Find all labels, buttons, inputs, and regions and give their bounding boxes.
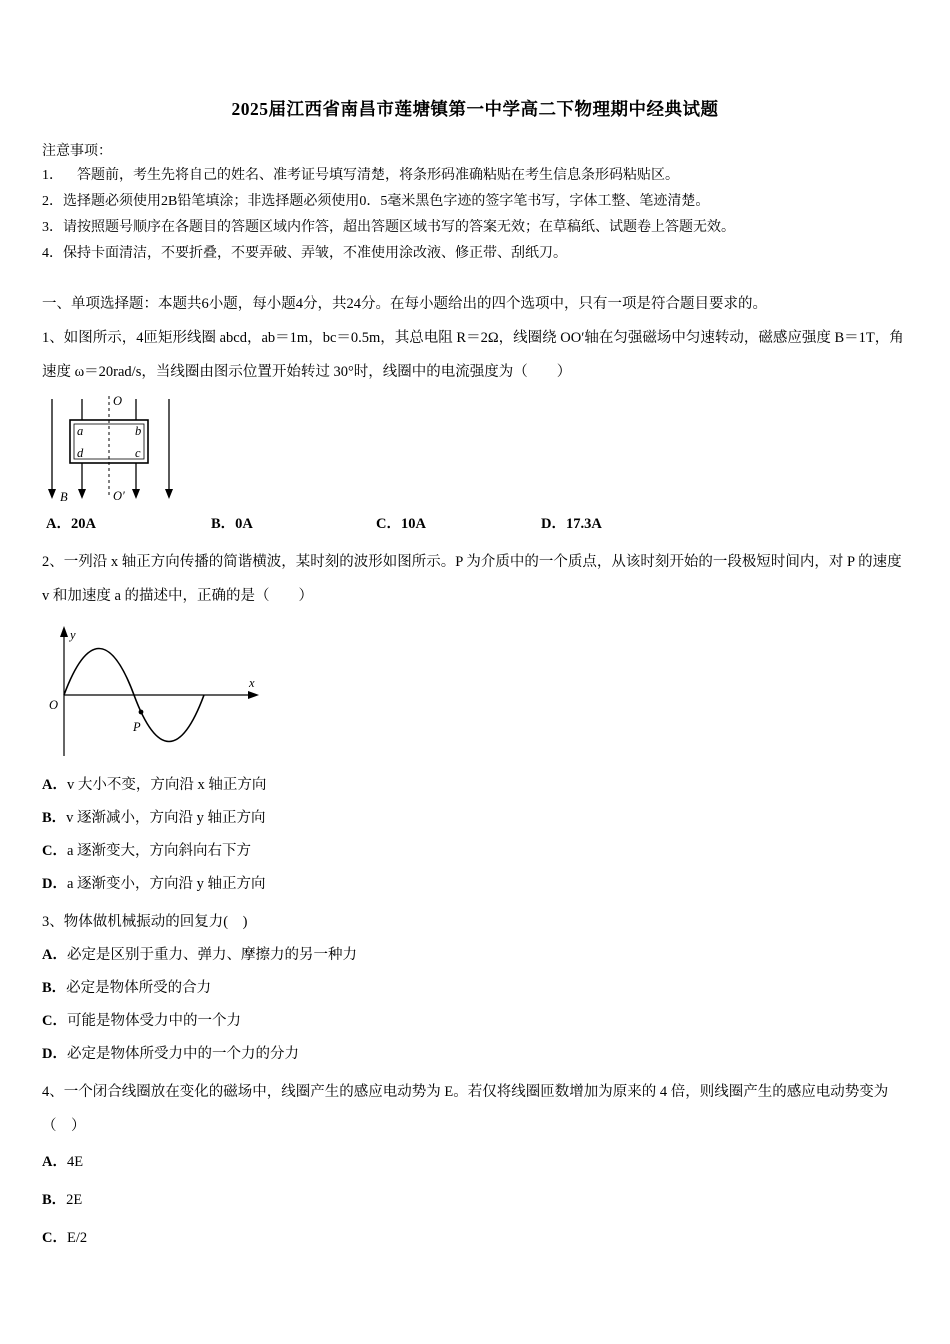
question-3-options: [42, 939, 908, 1071]
question-4-options: [42, 1143, 908, 1257]
question-2-option-d: D．a 逐渐变小，方向沿 y 轴正方向: [42, 876, 266, 892]
question-1-figure: [42, 393, 182, 507]
question-3-option-c: C．可能是物体受力中的一个力: [42, 1013, 241, 1029]
notice-section: [42, 141, 908, 267]
figure-label-a: a: [77, 424, 84, 438]
question-4-option-b: B．2E: [42, 1192, 83, 1208]
question-2-figure: [42, 621, 277, 761]
question-2-figure-wrap: [42, 621, 908, 761]
section-heading: 一、单项选择题：本题共6小题，每小题4分，共24分。在每小题给出的四个选项中，只有一项是符合题目要求的。: [42, 296, 767, 312]
point-P-dot: [139, 710, 144, 715]
question-1-stem: 1、如图所示，4匝矩形线圈 abcd，ab＝1m，bc＝0.5m，其总电阻 R＝2Ω，线圈绕 OO′轴在匀强磁场中匀速转动，磁感应强度 B＝1T，角速度 ω＝20rad/s，当线圈由图示位置开始转过 30°时，线圈中的电流强度为（ ）: [42, 330, 904, 380]
question-1-figure-wrap: [42, 393, 908, 507]
question-4-stem: 4、一个闭合线圈放在变化的磁场中，线圈产生的感应电动势为 E。若仅将线圈匝数增加为原来的 4 倍，则线圈产生的感应电动势变为（ ）: [42, 1084, 889, 1134]
question-3-option-b: B．必定是物体所受的合力: [42, 980, 212, 996]
figure-label-x: x: [249, 676, 255, 690]
question-1-option-b: B．0A: [211, 516, 253, 532]
y-axis-arrowhead: [60, 626, 68, 637]
question-3-option-d: D．必定是物体所受力中的一个力的分力: [42, 1046, 299, 1062]
x-axis-arrowhead: [248, 691, 259, 699]
figure-label-B: B: [60, 490, 68, 504]
question-1-options: [46, 509, 908, 539]
figure-label-O: O: [113, 394, 123, 408]
question-1-option-d: D．17.3A: [541, 516, 602, 532]
question-4-option-a: A．4E: [42, 1154, 84, 1170]
figure-label-d: d: [77, 446, 84, 460]
figure-label-P: P: [133, 720, 141, 734]
question-2-stem: 2、一列沿 x 轴正方向传播的简谐横波，某时刻的波形如图所示。P 为介质中的一个质点，从该时刻开始的一段极短时间内，对 P 的速度 v 和加速度 a 的描述中，正确的是（ ）: [42, 554, 906, 604]
figure-label-b: b: [135, 424, 142, 438]
question-3: [42, 905, 908, 1071]
figure-label-O-prime: O′: [113, 489, 125, 503]
notice-heading: 注意事项：: [42, 144, 112, 159]
page-title: 2025届江西省南昌市莲塘镇第一中学高二下物理期中经典试题: [231, 99, 719, 119]
question-4: [42, 1075, 908, 1257]
notice-item-3: 3．请按照题号顺序在各题目的答题区域内作答，超出答题区域书写的答案无效；在草稿纸、试题卷上答题无效。: [42, 220, 735, 235]
question-2: [42, 545, 908, 901]
notice-item-4: 4．保持卡面清洁，不要折叠，不要弄破、弄皱，不准使用涂改液、修正带、刮纸刀。: [42, 246, 567, 261]
notice-item-2: 2．选择题必须使用2B铅笔填涂；非选择题必须使用0．5毫米黑色字迹的签字笔书写，字体工整、笔迹清楚。: [42, 194, 710, 209]
question-4-option-c: C．E/2: [42, 1230, 88, 1246]
question-2-options: [42, 769, 908, 901]
question-2-option-b: B．v 逐渐减小，方向沿 y 轴正方向: [42, 810, 266, 826]
figure-label-y: y: [70, 628, 76, 642]
figure-label-c: c: [135, 446, 141, 460]
figure-label-origin: O: [49, 698, 59, 712]
notice-item-1: 1． 答题前，考生先将自己的姓名、准考证号填写清楚，将条形码准确粘贴在考生信息条形码粘贴区。: [42, 168, 679, 183]
question-2-option-c: C．a 逐渐变大，方向斜向右下方: [42, 843, 252, 859]
question-3-stem: 3、物体做机械振动的回复力( ): [42, 914, 248, 930]
question-2-option-a: A．v 大小不变，方向沿 x 轴正方向: [42, 777, 267, 793]
question-1: [42, 321, 908, 539]
question-3-option-a: A．必定是区别于重力、弹力、摩擦力的另一种力: [42, 947, 357, 963]
question-1-option-a: A．20A: [46, 516, 96, 532]
question-1-option-c: C．10A: [376, 516, 426, 532]
